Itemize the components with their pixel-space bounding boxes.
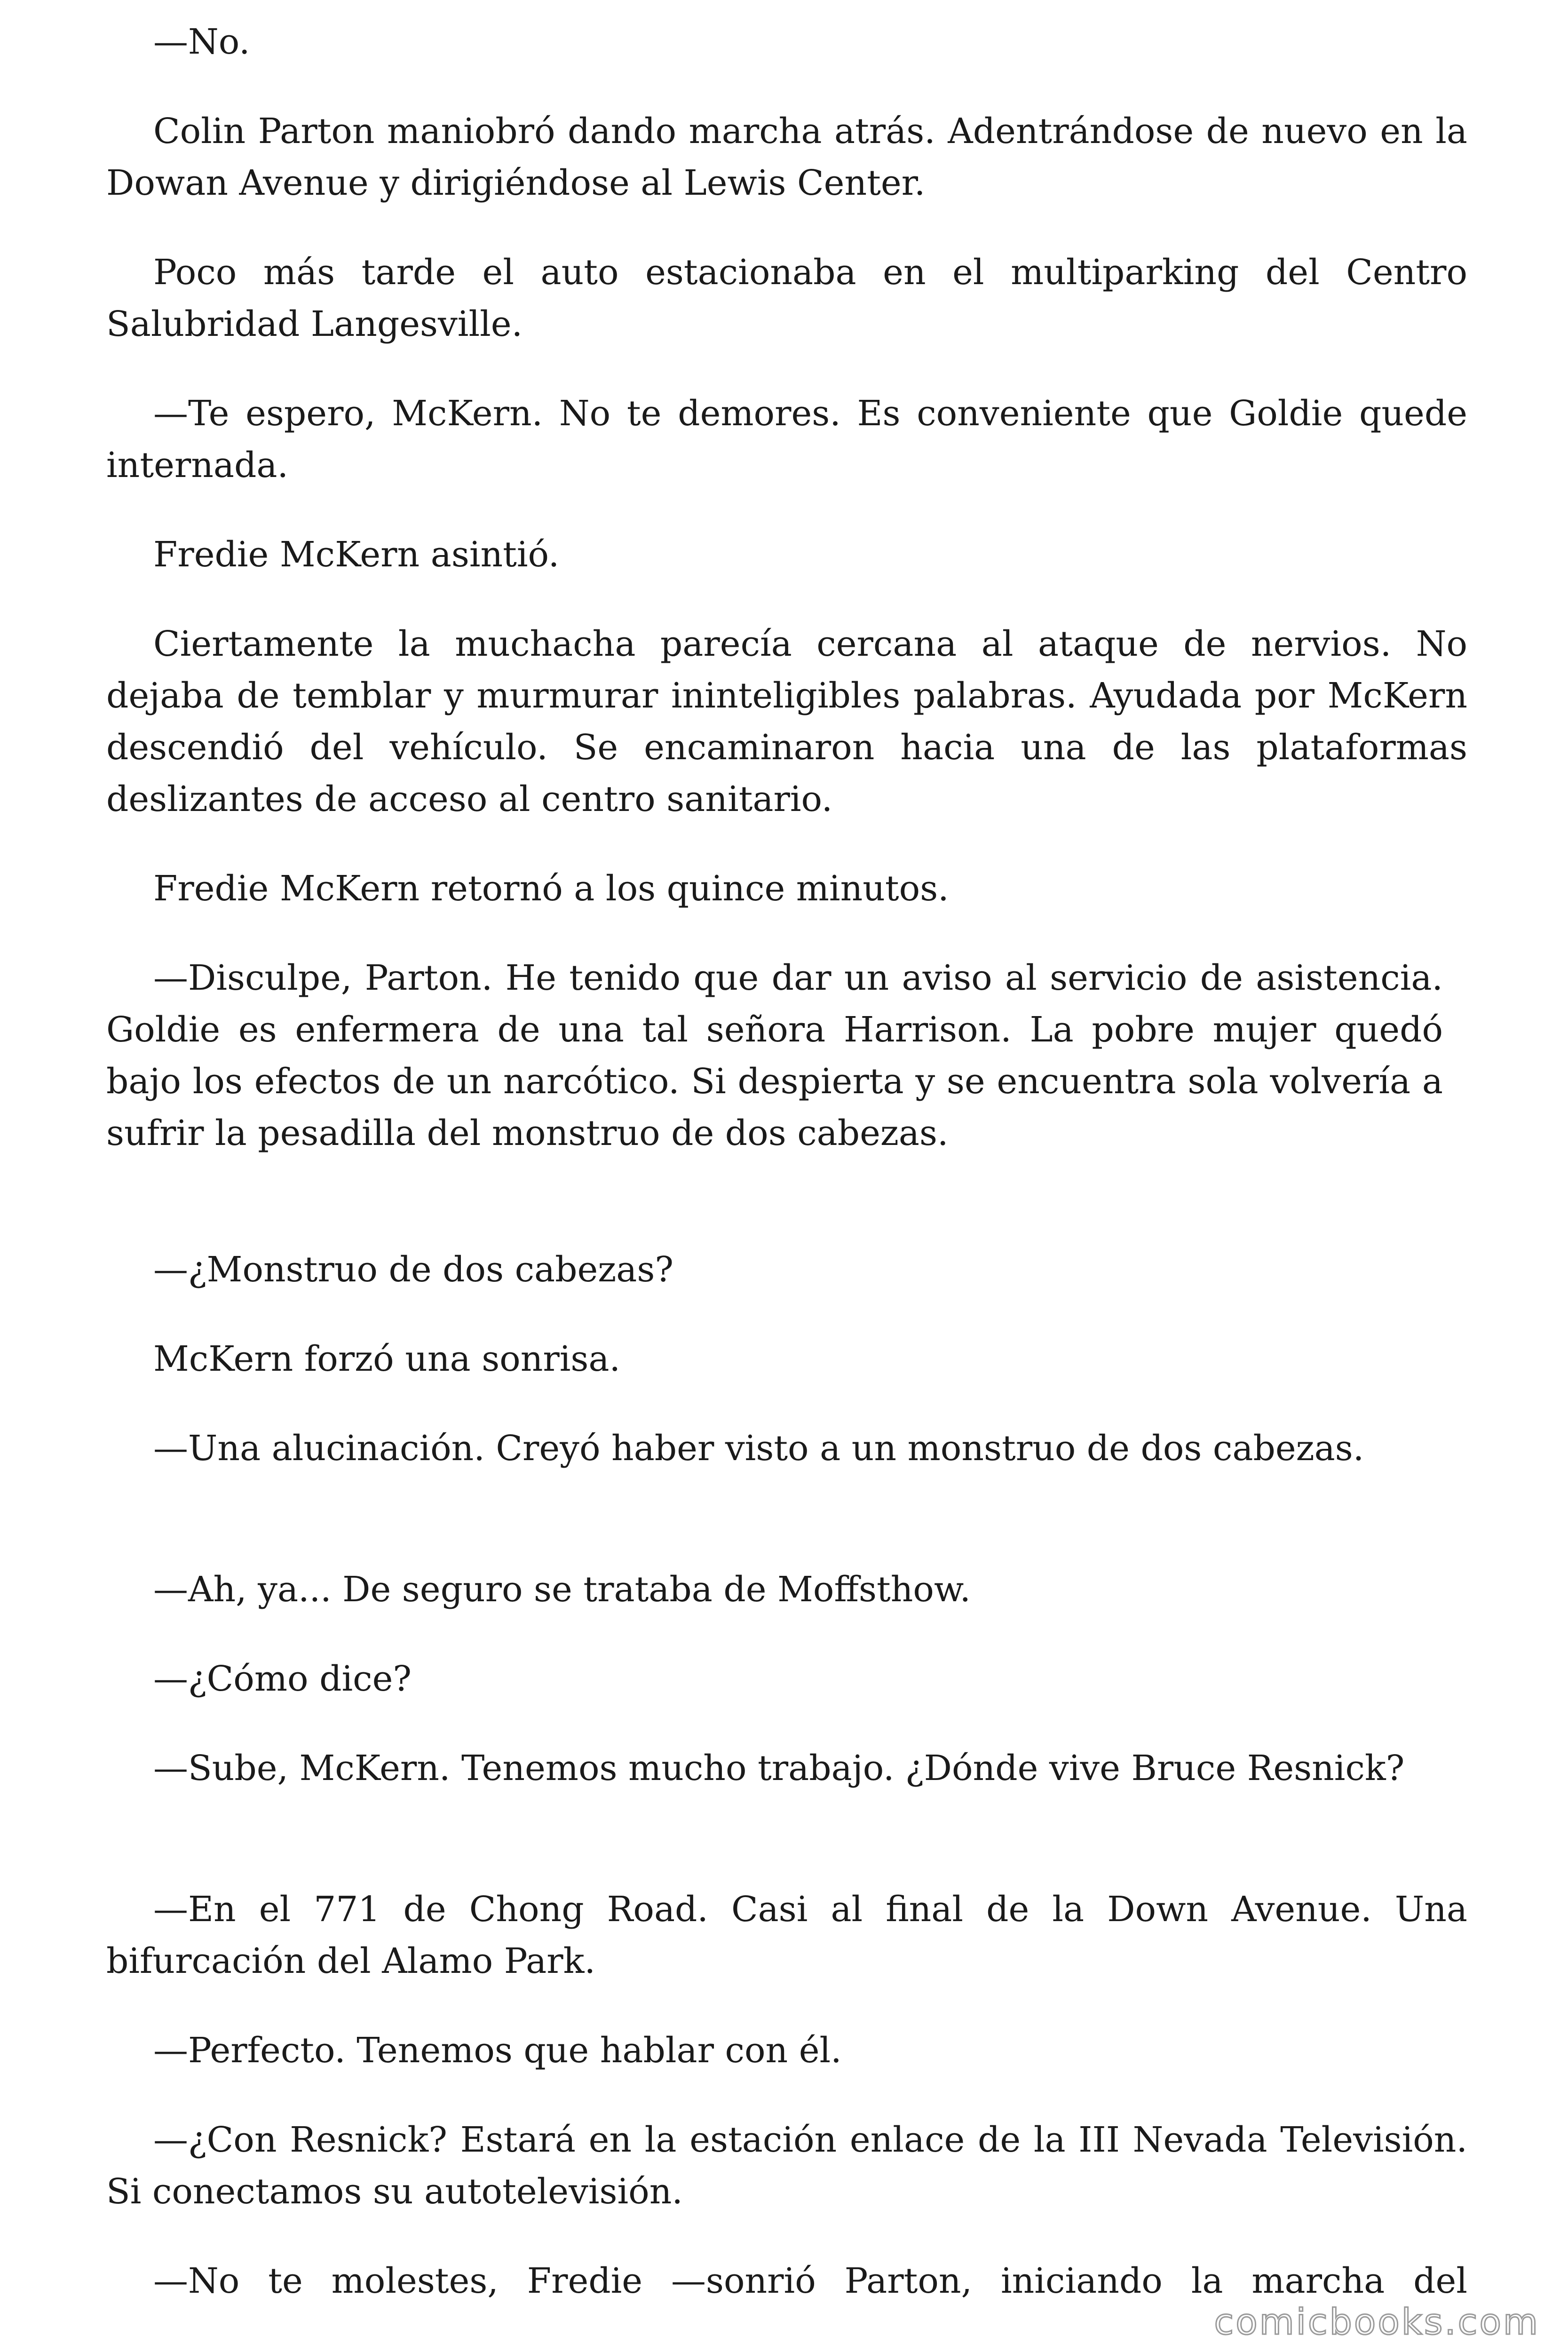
watermark: comicbooks.com (1214, 2301, 1540, 2343)
paragraph-3: Poco más tarde el auto estacionaba en el multiparking del Centro Salubridad Langesville. (106, 252, 1467, 344)
paragraph-14: —Sube, McKern. Tenemos mucho trabajo. ¿Dónde vive Bruce Resnick? (153, 1748, 1405, 1788)
paragraph-6: Ciertamente la muchacha parecía cercana al ataque de nervios. No dejaba de temblar y murmurar ininteligibles palabras. Ayudada por McKern descendió del vehículo. Se encaminaron hacia una de las plataformas deslizantes de acceso al centro sanitario. (106, 624, 1467, 819)
paragraph-5: Fredie McKern asintió. (153, 534, 560, 575)
paragraph-16: —Perfecto. Tenemos que hablar con él. (153, 2030, 842, 2071)
paragraph-17: —¿Con Resnick? Estará en la estación enlace de la III Nevada Televisión. Si conectamos su autotelevisión. (106, 2120, 1467, 2212)
paragraph-10: McKern forzó una sonrisa. (153, 1339, 621, 1379)
paragraph-11: —Una alucinación. Creyó haber visto a un monstruo de dos cabezas. (153, 1428, 1364, 1469)
paragraph-18: —No te molestes, Fredie —sonrió Parton, iniciando la marcha del (153, 2261, 1467, 2301)
paragraph-8: —Disculpe, Parton. He tenido que dar un aviso al servicio de asistencia. Goldie es enfermera de una tal señora Harrison. La pobre mujer quedó bajo los efectos de un narcótico. Si despierta y se encuentra sola volvería a sufrir la pesadilla del monstruo de dos cabezas. (106, 958, 1443, 1153)
paragraph-12: —Ah, ya... De seguro se trataba de Moffsthow. (153, 1569, 971, 1610)
paragraph-7: Fredie McKern retornó a los quince minutos. (153, 868, 949, 909)
paragraph-1: —No. (153, 22, 250, 62)
paragraph-13: —¿Cómo dice? (153, 1659, 412, 1699)
paragraph-15: —En el 771 de Chong Road. Casi al final de la Down Avenue. Una bifurcación del Alamo Park. (106, 1889, 1467, 1981)
paragraph-2: Colin Parton maniobró dando marcha atrás. Adentrándose de nuevo en la Dowan Avenue y dirigiéndose al Lewis Center. (106, 111, 1467, 203)
paragraph-9: —¿Monstruo de dos cabezas? (153, 1249, 674, 1290)
paragraph-4: —Te espero, McKern. No te demores. Es conveniente que Goldie quede internada. (106, 393, 1467, 485)
